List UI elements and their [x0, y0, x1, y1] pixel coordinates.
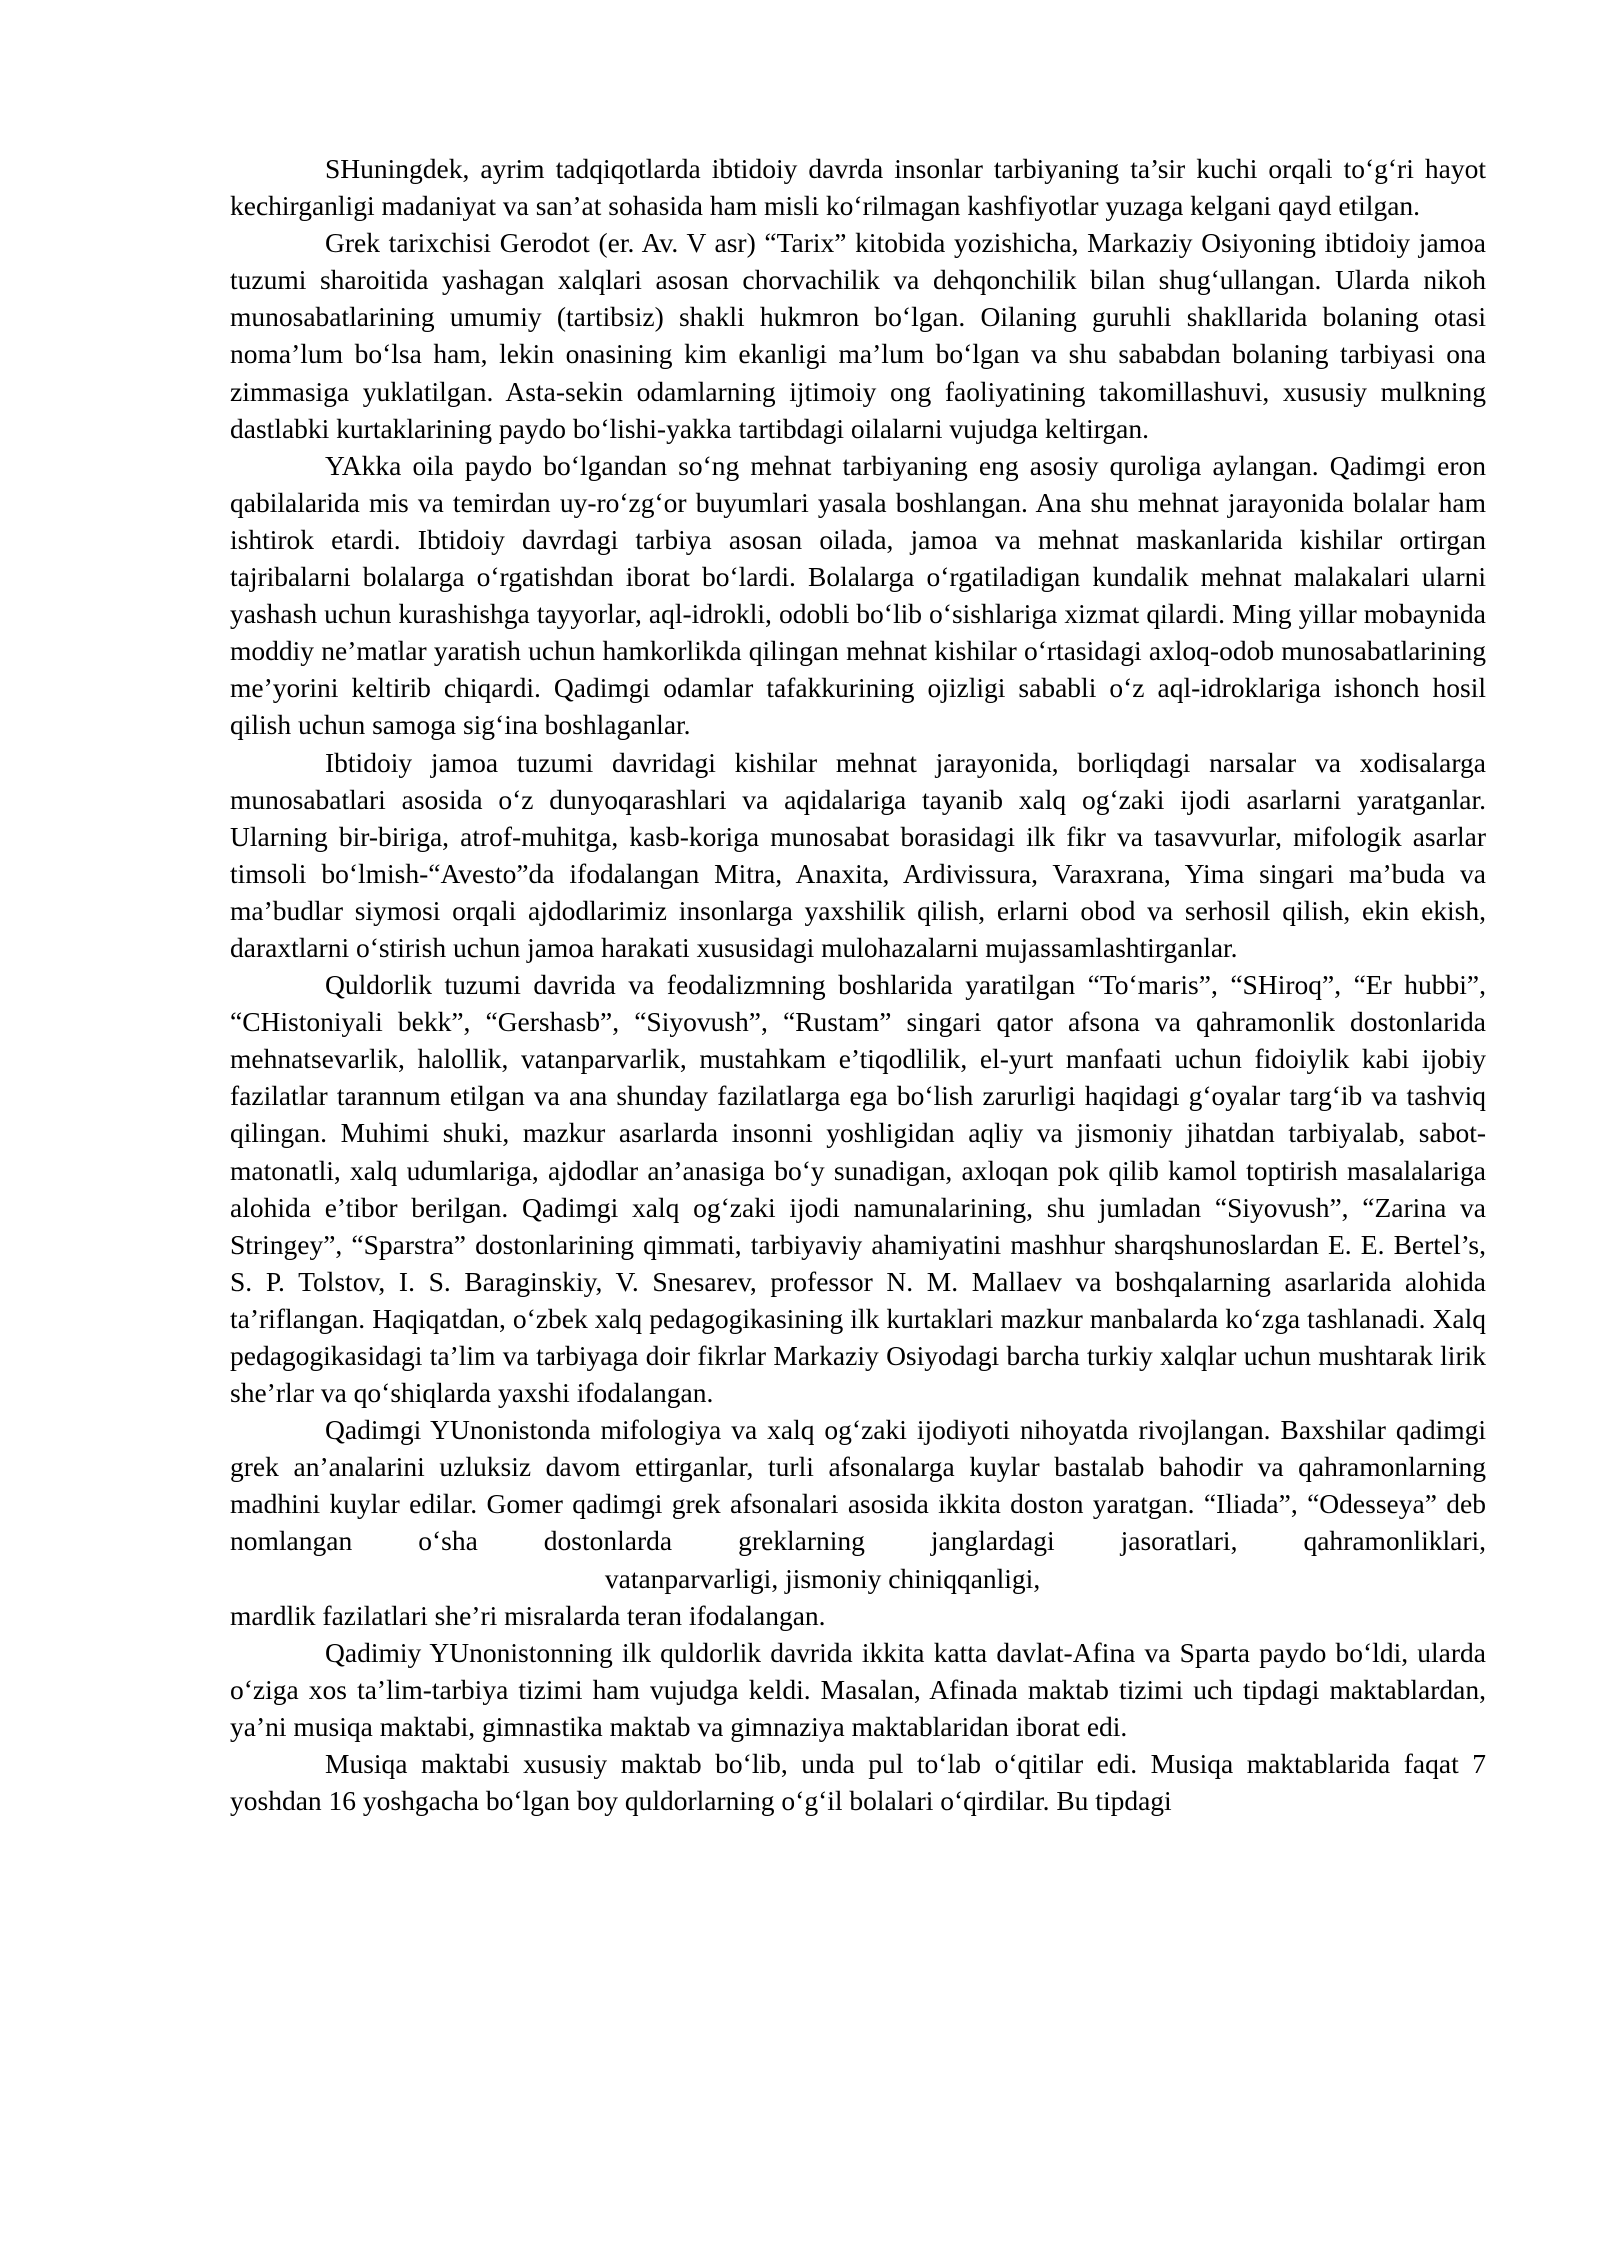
paragraph-music-school: Musiqa maktabi xususiy maktab bo‘lib, unda pul to‘lab o‘qitilar edi. Musiqa maktablarida faqat 7 yoshdan 16 yoshgacha bo‘lgan boy quldorlarning o‘g‘il bolalari o‘qirdilar. Bu tipdagi [230, 1748, 1486, 1817]
paragraph-greece [230, 1411, 1486, 1634]
paragraph-folklore: Ibtidoiy jamoa tuzumi davridagi kishilar mehnat jarayonida, borliqdagi narsalar va xodisalarga munosabatlari asosida o‘z dunyoqarashlari va aqidalariga tayanib xalq og‘zaki ijodi asarlarni yaratganlar. Ularning bir-biriga, atrof-muhitga, kasb-koriga munosabat borasidagi ilk fikr va tasavvurlar, mifologik asarlar timsoli bo‘lmish-“Avesto”da ifodalangan Mitra, Anaxita, Ardivissura, Varaxrana, Yima singari ma’buda va ma’budlar siymosi orqali ajdodlarimiz insonlarga yaxshilik qilish, erlarni obod va serhosil qilish, ekin ekish, daraxtlarni o‘stirish uchun jamoa harakati xususidagi mulohazalarni mujassamlashtirganlar. [230, 746, 1486, 963]
paragraph-greece-part2: vatanparvarligi, jismoniy chiniqqanligi, [604, 1562, 1041, 1594]
paragraph-greece-last-line: mardlik fazilatlari she’ri misralarda teran ifodalangan. [230, 1599, 826, 1631]
document-page [230, 150, 1486, 1819]
paragraph-epics: Quldorlik tuzumi davrida va feodalizmning boshlarida yaratilgan “To‘maris”, “SHiroq”, “Er hubbi”, “CHistoniyali bekk”, “Gershasb”, “Siyovush”, “Rustam” singari qator afsona va qahramonlik dostonlarida mehnatsevarlik, halollik, vatanparvarlik, mustahkam e’tiqodlilik, el-yurt manfaati uchun fidoiylik kabi ijobiy fazilatlar tarannum etilgan va ana shunday fazilatlarga ega bo‘lish zarurligi haqidagi g‘oyalar targ‘ib va tashviq qilingan. Muhimi shuki, mazkur asarlarda insonni yoshligidan aqliy va jismoniy jihatdan tarbiyalab, sabot-matonatli, xalq udumlariga, ajdodlar an’anasiga bo‘y sunadigan, axloqan pok qilib kamol toptirish masalalariga alohida e’tibor berilgan. Qadimgi xalq og‘zaki ijodi namunalarining, shu jumladan “Siyovush”, “Zarina va Stringey”, “Sparstra” dostonlarining qimmati, tarbiyaviy ahamiyatini mashhur sharqshunoslardan E. E. Bertel’s, S. P. Tolstov, I. S. Baraginskiy, V. Snesarev, professor N. M. Mallaev va boshqalarning asarlarida alohida ta’riflangan. Haqiqatdan, o‘zbek xalq pedagogikasining ilk kurtaklari mazkur manbalarda ko‘zga tashlanadi. Xalq pedagogikasidagi ta’lim va tarbiyaga doir fikrlar Markaziy Osiyodagi barcha turkiy xalqlar uchun mushtarak lirik she’rlar va qo‘shiqlarda yaxshi ifodalangan. [230, 969, 1486, 1409]
paragraph-athens: Qadimiy YUnonistonning ilk quldorlik davrida ikkita katta davlat-Afina va Sparta paydo bo‘ldi, ularda o‘ziga xos ta’lim-tarbiya tizimi ham vujudga keldi. Masalan, Afinada maktab tizimi uch tipdagi maktablardan, ya’ni musiqa maktabi, gimnastika maktab va gimnaziya maktablaridan iborat edi. [230, 1636, 1486, 1742]
paragraph-greece-part1: Qadimgi YUnonistonda mifologiya va xalq og‘zaki ijodiyoti nihoyatda rivojlangan. Baxshilar qadimgi grek an’analarini uzluksiz davom ettirganlar, turli afsonalarga kuylar bastalab bahodir va qahramonlarning madhini kuylar edilar. Gomer qadimgi grek afsonalari asosida ikkita doston yaratgan. “Iliada”, “Odesseya” deb nomlangan o‘sha dostonlarda greklarning janglardagi jasoratlari, qahramonliklari, [230, 1414, 1486, 1557]
paragraph-herodotus: Grek tarixchisi Gerodot (er. Av. V asr) “Tarix” kitobida yozishicha, Markaziy Osiyoning ibtidoiy jamoa tuzumi sharoitida yashagan xalqlari asosan chorvachilik va dehqonchilik bilan shug‘ullangan. Ularda nikoh munosabatlarining umumiy (tartibsiz) shakli hukmron bo‘lgan. Oilaning guruhli shakllarida bolaning otasi noma’lum bo‘lsa ham, lekin onasining kim ekanligi ma’lum bo‘lgan va shu sababdan bolaning tarbiyasi ona zimmasiga yuklatilgan. Asta-sekin odamlarning ijtimoiy ong faoliyatining takomillashuvi, xususiy mulkning dastlabki kurtaklarining paydo bo‘lishi-yakka tartibdagi oilalarni vujudga keltirgan. [230, 227, 1486, 444]
paragraph-family-labor: YAkka oila paydo bo‘lgandan so‘ng mehnat tarbiyaning eng asosiy quroliga aylangan. Qadimgi eron qabilalarida mis va temirdan uy-ro‘zg‘or buyumlari yasala boshlangan. Ana shu mehnat jarayonida bolalar ham ishtirok etardi. Ibtidoiy davrdagi tarbiya asosan oilada, jamoa va mehnat maskanlarida kishilar ortirgan tajribalarni bolalarga o‘rgatishdan iborat bo‘lardi. Bolalarga o‘rgatiladigan kundalik mehnat malakalari ularni yashash uchun kurashishga tayyorlar, aql-idrokli, odobli bo‘lib o‘sishlariga xizmat qilardi. Ming yillar mobaynida moddiy ne’matlar yaratish uchun hamkorlikda qilingan mehnat kishilar o‘rtasidagi axloq-odob munosabatlarining me’yorini keltirib chiqardi. Qadimgi odamlar tafakkurining ojizligi sababli o‘z aql-idroklariga ishonch hosil qilish uchun samoga sig‘ina boshlaganlar. [230, 449, 1486, 741]
paragraph-research: SHuningdek, ayrim tadqiqotlarda ibtidoiy davrda insonlar tarbiyaning ta’sir kuchi orqali to‘g‘ri hayot kechirganligi madaniyat va san’at sohasida ham misli ko‘rilmagan kashfiyotlar yuzaga kelgani qayd etilgan. [230, 153, 1486, 222]
